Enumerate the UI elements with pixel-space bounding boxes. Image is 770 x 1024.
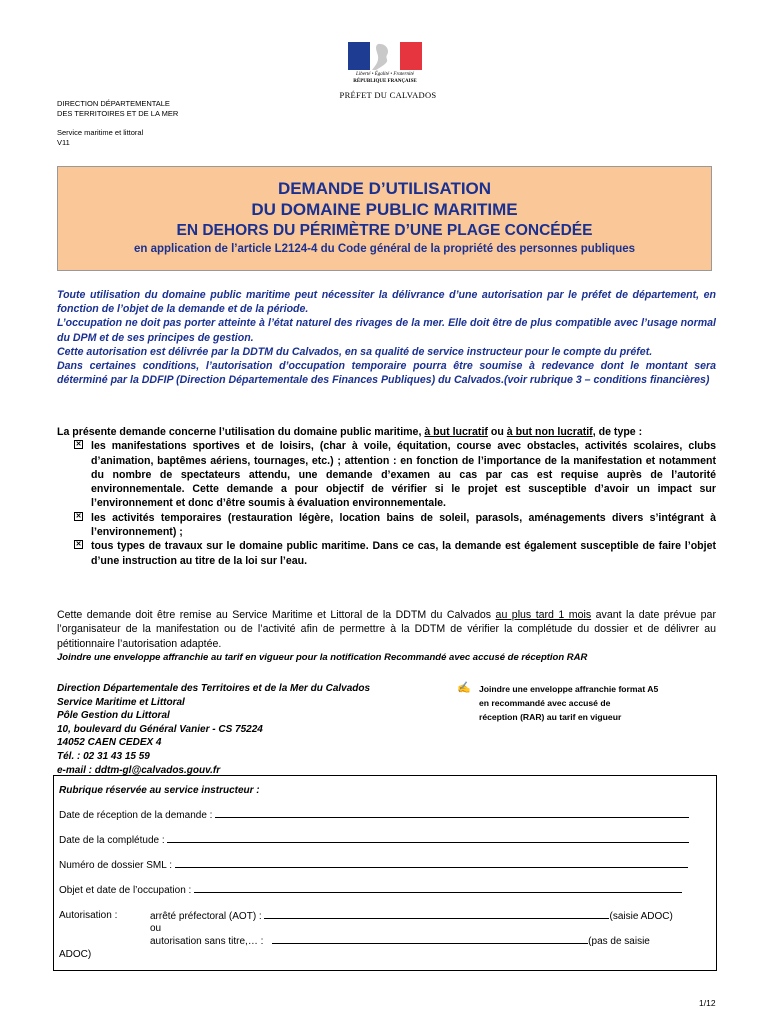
intro-text (57, 288, 716, 387)
ou-label: ou (490, 426, 504, 438)
logo-republic: RÉPUBLIQUE FRANÇAISE (353, 79, 417, 84)
remise-paragraph (57, 608, 716, 665)
aot-label: arrêté préfectoral (AOT) : (150, 911, 262, 922)
address-block (57, 682, 437, 777)
intro-p1: Toute utilisation du domaine public maritime peut nécessiter la délivrance d’une autorisation par le préfet de département, en fonction de l’objet de la demande et de la période. (57, 289, 716, 316)
intro-p2: L’occupation ne doit pas porter atteinte à l’état naturel des rivages de la mer. Elle doit être de plus compatible avec l’usage normal du DPM et de ses principes de gestion. (57, 317, 716, 344)
remise-text-b: avant la date prévue par l’organisateur de la manifestation ou de l’activité afin de permettre à la DDTM de vérifier la complétude du dossier et de délivrer au pétitionnaire l’autorisation adaptée. (57, 609, 716, 650)
demande-item-text: les manifestations sportives et de loisirs, (char à voile, équitation, course avec obstacles, activités scolaires, clubs d’animation, baptêmes aériens, tournages, etc.) ; attention : en fonction de l’importance de la manifestation et notamment du nombre de spectateurs attendu, une demande d’examen au cas par cas est requise auprès de l’autorité environnementale. Cette demande a pour objectif de vérifier si le projet est susceptible d’avoir un impact sur l’environnement et donc d’être soumis à évaluation environnementale. (91, 440, 716, 510)
objet-label: Objet et date de l’occupation : (59, 885, 192, 896)
note-line: Joindre une enveloppe affranchie format A5 (479, 684, 659, 694)
marianne-logo (345, 42, 425, 92)
lucratif-label: à but lucratif (424, 426, 488, 438)
prefet-label: PRÉFET DU CALVADOS (339, 90, 437, 100)
demande-item (57, 539, 716, 568)
checked-box-icon[interactable]: ✕ (75, 441, 82, 449)
address-line: 10, boulevard du Général Vanier - CS 75224 (57, 723, 263, 735)
intro-p3: Cette autorisation est délivrée par la DDTM du Calvados, en sa qualité de service instructeur pour le compte du préfet. (57, 345, 653, 358)
demande-item-text: tous types de travaux sur le domaine public maritime. Dans ce cas, la demande est également susceptible de faire l’objet d’une instruction au titre de la loi sur l’eau. (91, 540, 716, 567)
address-email: e-mail : ddtm-gl@calvados.gouv.fr (57, 764, 221, 776)
reception-field[interactable] (215, 808, 689, 818)
demande-item (57, 439, 716, 510)
aot-field[interactable] (264, 909, 609, 919)
remise-text-a: Cette demande doit être remise au Service Maritime et Littoral de la DDTM du Calvados (57, 609, 492, 621)
page-number: 1/12 (699, 998, 716, 1008)
service-label: Service maritime et littoral (57, 128, 144, 137)
checked-box-icon[interactable]: ✕ (75, 512, 82, 520)
note-line: en recommandé avec accusé de (479, 698, 611, 708)
title-line2: DU DOMAINE PUBLIC MARITIME (251, 200, 518, 219)
direction-line2: DES TERRITOIRES ET DE LA MER (57, 109, 179, 118)
sans-titre-row (150, 934, 650, 948)
objet-field[interactable] (194, 883, 682, 893)
instructor-form (53, 775, 717, 971)
deadline-label: au plus tard 1 mois (495, 609, 592, 621)
reception-label: Date de réception de la demande : (59, 810, 213, 821)
intro-p4: Dans certaines conditions, l’autorisation d’occupation temporaire pourra être soumise à redevance dont le montant sera déterminé par la DDFIP (Direction Départementale des Finances Publiques) du Calvados.(voir rubrique 3 – conditions financières) (57, 360, 716, 387)
sans-titre-suffix: (pas de saisie (588, 936, 650, 947)
completude-label: Date de la complétude : (59, 835, 165, 846)
reception-row (59, 808, 689, 822)
title-line1: DEMANDE D’UTILISATION (277, 179, 492, 198)
non-lucratif-label: à but non lucratif (506, 426, 593, 438)
completude-row (59, 833, 689, 847)
sans-titre-label: autorisation sans titre,… : (150, 936, 264, 947)
flag-blue (348, 42, 370, 70)
address-line: 14052 CAEN CEDEX 4 (57, 737, 162, 749)
form-header: Rubrique réservée au service instructeur : (59, 785, 260, 796)
dossier-field[interactable] (175, 858, 688, 868)
logo-motto: Liberté • Égalité • Fraternité (356, 72, 414, 77)
service-header (57, 128, 143, 148)
title-line4: en application de l’article L2124-4 du Code général de la propriété des personnes publiques (133, 243, 636, 255)
sans-titre-field[interactable] (272, 934, 588, 944)
demande-intro-b: , de type : (592, 426, 643, 438)
direction-header (57, 99, 178, 119)
flag-red (400, 42, 422, 70)
address-line: Pôle Gestion du Littoral (57, 710, 170, 722)
demande-item (57, 511, 716, 540)
address-line: Direction Départementale des Territoires et de la Mer du Calvados (57, 683, 371, 694)
demande-intro (57, 425, 716, 439)
ou-text: ou (150, 923, 162, 934)
enveloppe-box (457, 682, 687, 724)
aot-suffix: (saisie ADOC) (609, 911, 673, 922)
aot-row (150, 909, 673, 923)
title-box (57, 166, 712, 271)
version-label: V11 (57, 138, 70, 147)
marianne-profile (370, 42, 400, 70)
demande-item-text: les activités temporaires (restauration légère, location bains de soleil, parasols, aménagements divers s’intégrant à l’environnement) ; (91, 511, 716, 539)
checked-box-icon[interactable]: ✕ (75, 541, 82, 549)
demande-intro-a: La présente demande concerne l’utilisation du domaine public maritime, (57, 426, 422, 438)
direction-line1: DIRECTION DÉPARTEMENTALE (57, 99, 170, 108)
adoc-text: ADOC) (59, 949, 92, 960)
objet-row (59, 883, 682, 897)
title-line3: EN DEHORS DU PÉRIMÈTRE D’UNE PLAGE CONCÉDÉE (176, 222, 593, 239)
completude-field[interactable] (167, 833, 689, 843)
address-line: Tél. : 02 31 43 15 59 (57, 750, 150, 762)
dossier-row (59, 858, 688, 872)
enveloppe-note: Joindre une enveloppe affranchie au tarif en vigueur pour la notification Recommandé avec accusé de réception RAR (57, 651, 588, 663)
pen-icon: ✍ (457, 682, 471, 694)
autorisation-label: Autorisation : (59, 910, 118, 921)
demande-section (57, 425, 716, 568)
note-line: réception (RAR) au tarif en vigueur (479, 712, 622, 722)
address-line: Service Maritime et Littoral (57, 696, 185, 708)
dossier-label: Numéro de dossier SML : (59, 860, 173, 871)
